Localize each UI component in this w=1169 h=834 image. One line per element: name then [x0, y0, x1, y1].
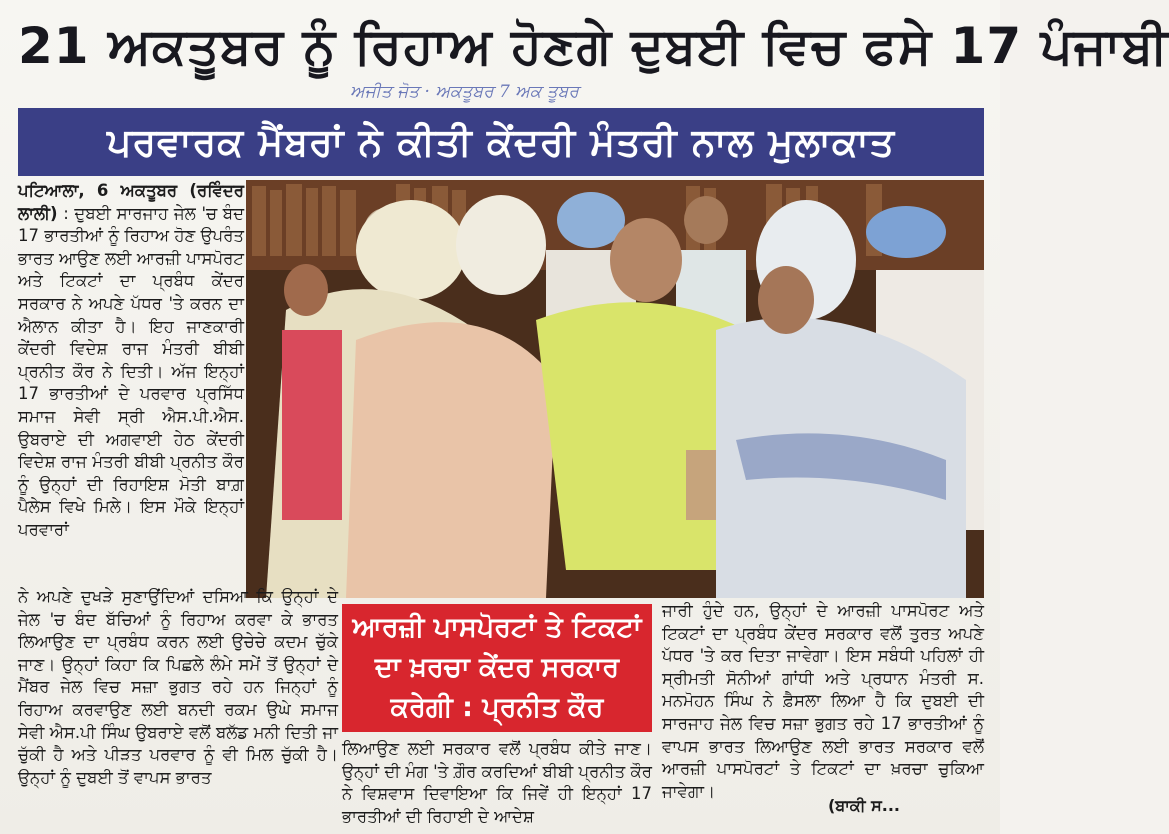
article-body-bottom-right: ਜਾਰੀ ਹੁੰਦੇ ਹਨ, ਉਨ੍ਹਾਂ ਦੇ ਆਰਜ਼ੀ ਪਾਸਪੋਰਟ ਅਤੇ ਟਿਕਟਾਂ ਦਾ ਪ੍ਰਬੰਧ ਕੇਂਦਰ ਸਰਕਾਰ ਵਲੋਂ ਤੁਰਤ ਅਪਣੇ ਪੱਧਰ 'ਤੇ ਕਰ ਦਿਤਾ ਜਾਵੇਗਾ। ਇਸ ਸਬੰਧੀ ਪਹਿਲਾਂ ਹੀ ਸ੍ਰੀਮਤੀ ਸੋਨੀਆਂ ਗਾਂਧੀ ਅਤੇ ਪ੍ਰਧਾਨ ਮੰਤਰੀ ਸ. ਮਨਮੋਹਨ ਸਿੰਘ ਨੇ ਫ਼ੈਸਲਾ ਲਿਆ ਹੈ ਕਿ ਦੁਬਈ ਦੀ ਸਾਰਜਾਹ ਜੇਲ ਵਿਚ ਸਜ਼ਾ ਭੁਗਤ ਰਹੇ 17 ਭਾਰਤੀਆਂ ਨੂੰ ਵਾਪਸ ਭਾਰਤ ਲਿਆਉਣ ਲਈ ਭਾਰਤ ਸਰਕਾਰ ਵਲੋਂ ਆਰਜ਼ੀ ਪਾਸਪੋਰਟਾਂ ਤੇ ਟਿਕਟਾਂ ਦਾ ਖ਼ਰਚਾ ਚੁਕਿਆ ਜਾਵੇਗਾ।: [662, 601, 984, 801]
article-column-left: [18, 180, 244, 584]
continued-marker: (ਬਾਕੀ ਸ...: [827, 796, 900, 815]
dateline: ਪਟਿਆਲਾ, 6 ਅਕਤੂਬਰ (ਰਵਿੰਦਰ ਲਾਲੀ): [18, 181, 244, 223]
photo-illustration: [246, 180, 984, 598]
callout-line-2: ਦਾ ਖ਼ਰਚਾ ਕੇਂਦਰ ਸਰਕਾਰ: [374, 652, 620, 683]
headline: 21 ਅਕਤੂਬਰ ਨੂੰ ਰਿਹਾਅ ਹੋਣਗੇ ਦੁਬਈ ਵਿਚ ਫਸੇ 17 ਪੰਜਾਬੀ: [18, 17, 1169, 75]
article-body-left: : ਦੁਬਈ ਸਾਰਜਾਹ ਜੇਲ 'ਚ ਬੰਦ 17 ਭਾਰਤੀਆਂ ਨੂੰ ਰਿਹਾਅ ਹੋਣ ਉਪਰੰਤ ਭਾਰਤ ਆਉਣ ਲਈ ਆਰਜ਼ੀ ਪਾਸਪੋਰਟ ਅਤੇ ਟਿਕਟਾਂ ਦਾ ਪ੍ਰਬੰਧ ਕੇਂਦਰ ਸਰਕਾਰ ਨੇ ਅਪਣੇ ਪੱਧਰ 'ਤੇ ਕਰਨ ਦਾ ਐਲਾਨ ਕੀਤਾ ਹੈ। ਇਹ ਜਾਣਕਾਰੀ ਕੇਂਦਰੀ ਵਿਦੇਸ਼ ਰਾਜ ਮੰਤਰੀ ਬੀਬੀ ਪ੍ਰਨੀਤ ਕੌਰ ਨੇ ਦਿਤੀ। ਅੱਜ ਇਨ੍ਹਾਂ 17 ਭਾਰਤੀਆਂ ਦੇ ਪਰਵਾਰ ਪ੍ਰਸਿੱਧ ਸਮਾਜ ਸੇਵੀ ਸ੍ਰੀ ਐਸ.ਪੀ.ਐਸ. ਉਬਰਾਏ ਦੀ ਅਗਵਾਈ ਹੇਠ ਕੇਂਦਰੀ ਵਿਦੇਸ਼ ਰਾਜ ਮੰਤਰੀ ਬੀਬੀ ਪ੍ਰਨੀਤ ਕੌਰ ਨੂੰ ਉਨ੍ਹਾਂ ਦੀ ਰਿਹਾਇਸ਼ ਮੋਤੀ ਬਾਗ਼ ਪੈਲੇਸ ਵਿਖੇ ਮਿਲੇ। ਇਸ ਮੌਕੇ ਇਨ੍ਹਾਂ ਪਰਵਾਰਾਂ: [18, 203, 244, 539]
callout-line-3: ਕਰੇਗੀ : ਪ੍ਰਨੀਤ ਕੌਰ: [390, 692, 604, 723]
article-body-bottom-mid: ਲਿਆਉਣ ਲਈ ਸਰਕਾਰ ਵਲੋਂ ਪ੍ਰਬੰਧ ਕੀਤੇ ਜਾਣ। ਉਨ੍ਹਾਂ ਦੀ ਮੰਗ 'ਤੇ ਗ਼ੌਰ ਕਰਦਿਆਂ ਬੀਬੀ ਪ੍ਰਨੀਤ ਕੌਰ ਨੇ ਵਿਸ਼ਵਾਸ ਦਿਵਾਇਆ ਕਿ ਜਿਵੇਂ ਹੀ ਇਨ੍ਹਾਂ 17 ਭਾਰਤੀਆਂ ਦੀ ਰਿਹਾਈ ਦੇ ਆਦੇਸ਼: [342, 739, 652, 826]
callout-line-1: ਆਰਜ਼ੀ ਪਾਸਪੋਰਟਾਂ ਤੇ ਟਿਕਟਾਂ: [352, 612, 642, 643]
subheadline-banner: ਪਰਵਾਰਕ ਮੈਂਬਰਾਂ ਨੇ ਕੀਤੀ ਕੇਂਦਰੀ ਮੰਤਰੀ ਨਾਲ ਮੁਲਾਕਾਤ: [18, 108, 984, 176]
callout-box: [342, 604, 652, 732]
handwritten-note: ਅਜੀਤ ਜੋਤ · ਅਕਤੂਬਰ 7 ਅਕ ਤੂਬਰ: [350, 82, 579, 102]
news-photo: [246, 180, 984, 598]
article-body-bottom-left: ਨੇ ਅਪਣੇ ਦੁਖੜੇ ਸੁਣਾਉਂਦਿਆਂ ਦਸਿਆ ਕਿ ਉਨ੍ਹਾਂ ਦੇ ਜੇਲ 'ਚ ਬੰਦ ਬੱਚਿਆਂ ਨੂੰ ਰਿਹਾਅ ਕਰਵਾ ਕੇ ਭਾਰਤ ਲਿਆਉਣ ਦਾ ਪ੍ਰਬੰਧ ਕਰਨ ਲਈ ਉਚੇਚੇ ਕਦਮ ਚੁੱਕੇ ਜਾਣ। ਉਨ੍ਹਾਂ ਕਿਹਾ ਕਿ ਪਿਛਲੇ ਲੰਮੇ ਸਮੇਂ ਤੋਂ ਉਨ੍ਹਾਂ ਦੇ ਮੈਂਬਰ ਜੇਲ ਵਿਚ ਸਜ਼ਾ ਭੁਗਤ ਰਹੇ ਹਨ ਜਿਨ੍ਹਾਂ ਨੂੰ ਰਿਹਾਅ ਕਰਵਾਉਣ ਲਈ ਬਨਦੀ ਰਕਮ ਉਘੇ ਸਮਾਜ ਸੇਵੀ ਐਸ.ਪੀ ਸਿੰਘ ਉਬਰਾਏ ਵਲੋਂ ਬਲੱਡ ਮਨੀ ਦਿਤੀ ਜਾ ਚੁੱਕੀ ਹੈ ਅਤੇ ਪੀੜਤ ਪਰਵਾਰ ਨੂੰ ਵੀ ਮਿਲ ਚੁੱਕੀ ਹੈ। ਉਨ੍ਹਾਂ ਨੂੰ ਦੁਬਈ ਤੋਂ ਵਾਪਸ ਭਾਰਤ: [18, 587, 338, 787]
